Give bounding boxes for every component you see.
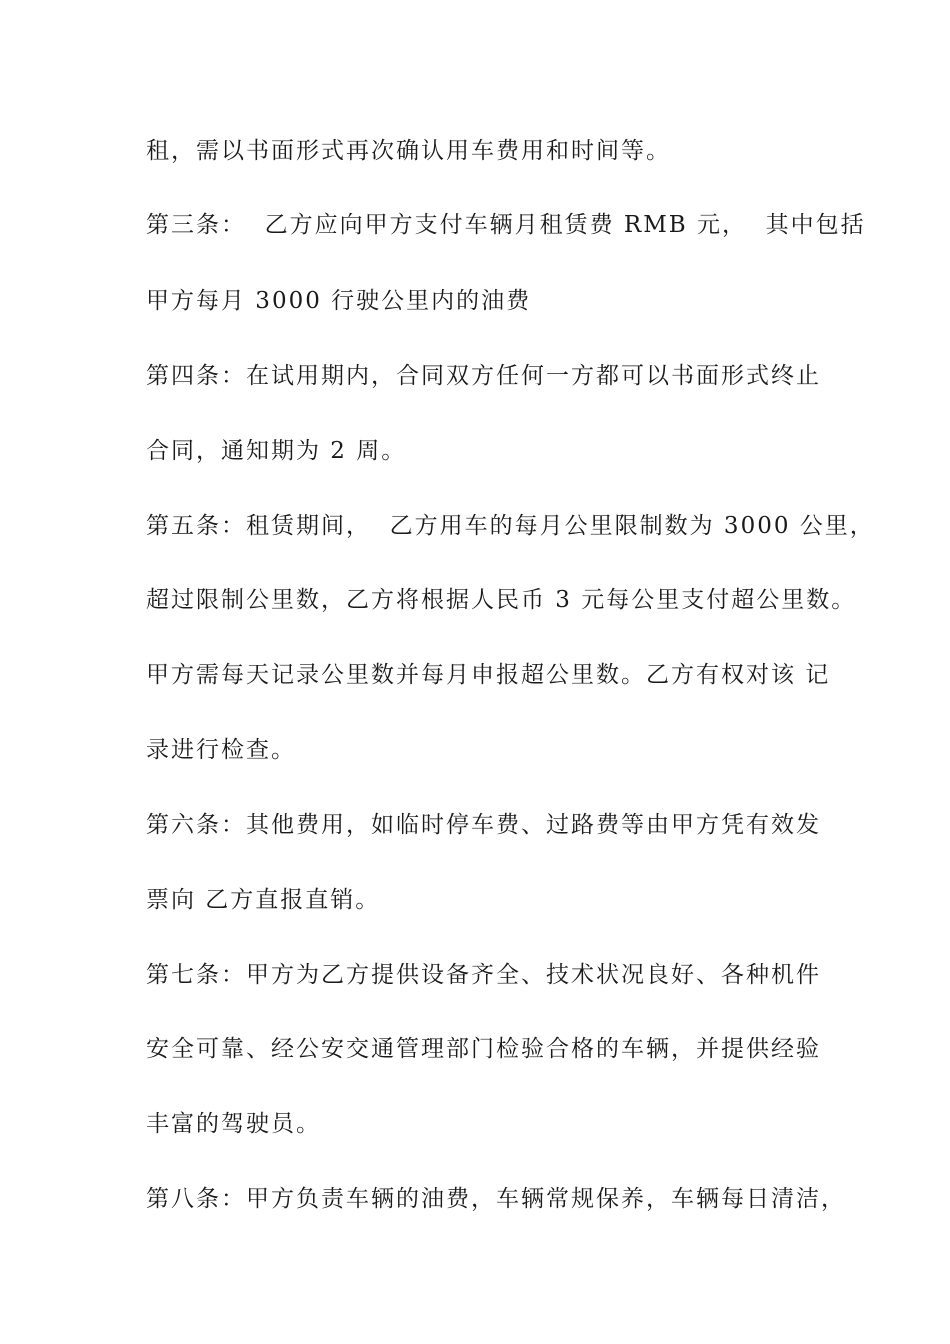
text-line: 甲方需每天记录公里数并每月申报超公里数。乙方有权对该 记	[146, 662, 831, 688]
text-line: 第七条：甲方为乙方提供设备齐全、技术状况良好、各种机件	[146, 962, 821, 988]
text-line: 超过限制公里数，乙方将根据人民币 3 元每公里支付超公里数。	[146, 587, 857, 613]
text-line: 租，需以书面形式再次确认用车费用和时间等。	[146, 138, 671, 164]
text-line: 甲方每月 3000 行驶公里内的油费	[146, 288, 532, 314]
text-line: 安全可靠、经公安交通管理部门检验合格的车辆，并提供经验	[146, 1036, 821, 1062]
text-line: 第八条：甲方负责车辆的油费，车辆常规保养，车辆每日清洁，	[146, 1186, 846, 1212]
text-line: 第五条：租赁期间， 乙方用车的每月公里限制数为 3000 公里，	[146, 513, 875, 539]
text-line: 录进行检查。	[146, 737, 296, 763]
text-line: 第四条：在试用期内，合同双方任何一方都可以书面形式终止	[146, 363, 821, 389]
text-line: 丰富的驾驶员。	[146, 1111, 321, 1137]
text-line: 合同，通知期为 2 周。	[146, 438, 407, 464]
text-line: 第三条： 乙方应向甲方支付车辆月租赁费 RMB 元， 其中包括	[146, 212, 866, 238]
text-line: 票向 乙方直报直销。	[146, 887, 381, 913]
text-line: 第六条：其他费用，如临时停车费、过路费等由甲方凭有效发	[146, 812, 821, 838]
